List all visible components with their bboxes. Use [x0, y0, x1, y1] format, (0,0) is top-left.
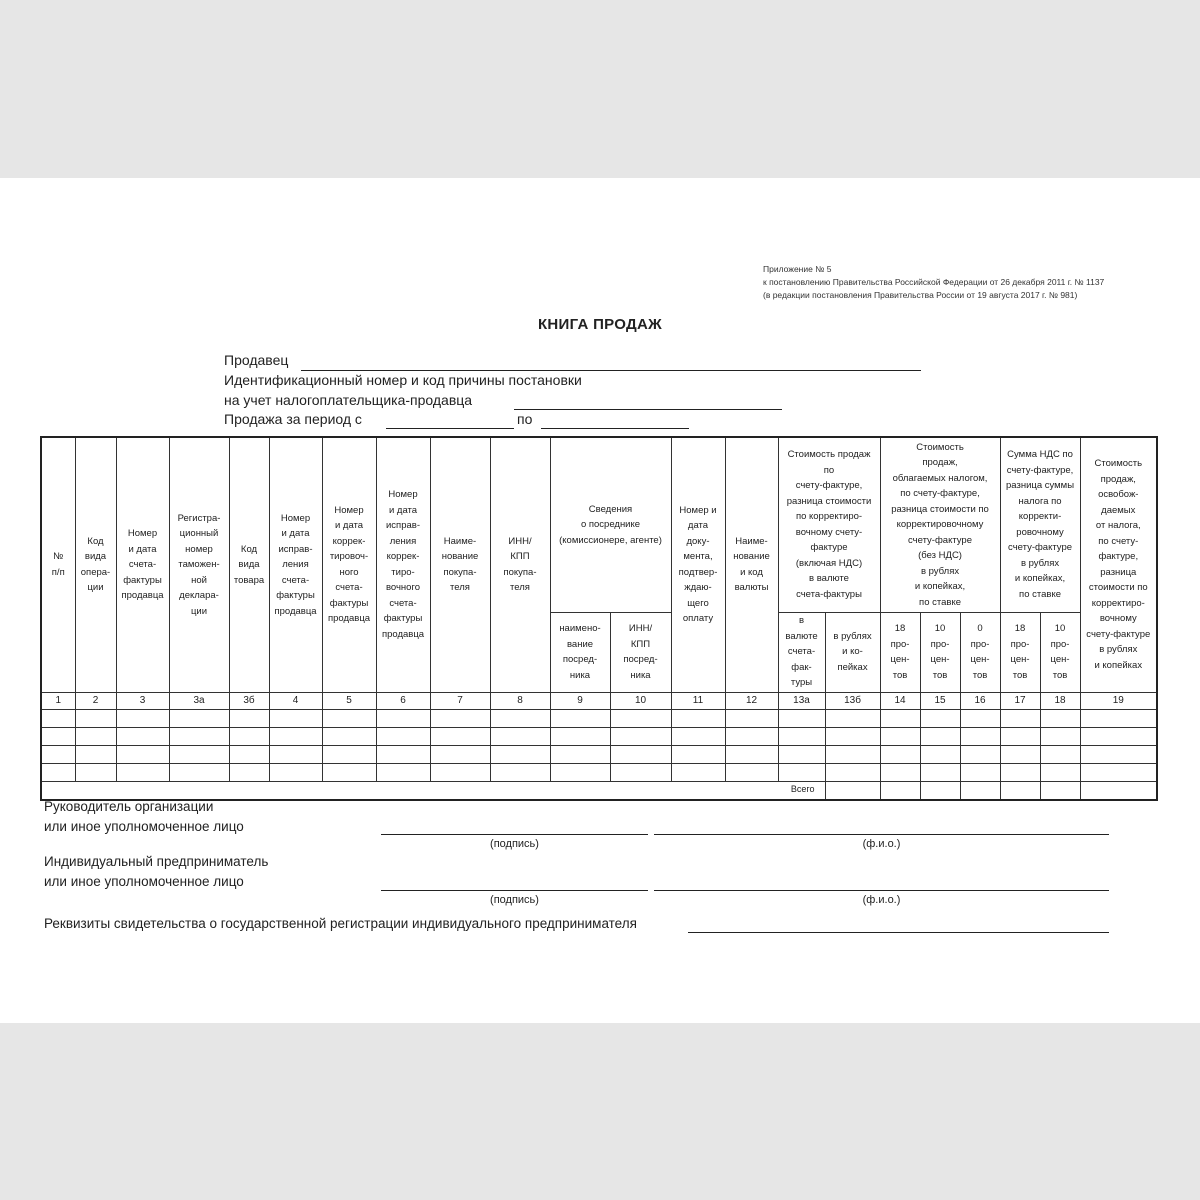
header-col-7: Наиме- нование покупа- теля — [430, 437, 490, 692]
table-cell[interactable] — [880, 763, 920, 781]
column-number: 10 — [610, 692, 671, 709]
header-group-17-18: Сумма НДС по счету-фактуре, разница суммы налога по корректи- ровочному счету-фактуре в рублях и копейках, по ставке — [1000, 437, 1080, 612]
total-cell[interactable] — [825, 781, 880, 800]
period-from-label: Продажа за период с — [224, 411, 362, 427]
table-cell[interactable] — [490, 727, 550, 745]
table-cell[interactable] — [920, 709, 960, 727]
table-cell[interactable] — [671, 763, 725, 781]
table-cell[interactable] — [920, 745, 960, 763]
ie-signature-line[interactable] — [381, 890, 648, 891]
table-cell[interactable] — [229, 709, 269, 727]
table-cell[interactable] — [1000, 727, 1040, 745]
total-cell[interactable] — [1080, 781, 1157, 800]
head-name-caption: (ф.и.о.) — [862, 838, 901, 850]
header-col-8: ИНН/ КПП покупа- теля — [490, 437, 550, 692]
table-cell[interactable] — [1000, 709, 1040, 727]
table-cell[interactable] — [880, 727, 920, 745]
table-cell[interactable] — [269, 745, 322, 763]
table-cell[interactable] — [1040, 727, 1080, 745]
header-col-3a: Регистра- ционный номер таможен- ной деклара- ции — [169, 437, 229, 692]
header-group-13: Стоимость продаж по счету-фактуре, разница стоимости по корректиро- вочному счету- фактуре (включая НДС) в валюте счета-фактуры — [778, 437, 880, 612]
table-cell[interactable] — [1080, 763, 1157, 781]
inn-field-line[interactable] — [514, 409, 782, 410]
registration-cert-label: Реквизиты свидетельства о государственной регистрации индивидуального предпринимателя — [44, 916, 637, 931]
inn-label-line2: на учет налогоплательщика-продавца — [224, 392, 473, 408]
column-number: 2 — [75, 692, 116, 709]
page-title: КНИГА ПРОДАЖ — [537, 316, 663, 333]
header-group-14-16: Стоимость продаж, облагаемых налогом, по счету-фактуре, разница стоимости по корректировочному счету-фактуре (без НДС) в рублях и копейках, по ставке — [880, 437, 1000, 612]
form-sheet — [0, 178, 1200, 1023]
table-cell[interactable] — [1040, 745, 1080, 763]
sales-book-table — [40, 436, 1158, 801]
table-cell[interactable] — [75, 727, 116, 745]
table-cell[interactable] — [490, 763, 550, 781]
column-number: 17 — [1000, 692, 1040, 709]
table-cell[interactable] — [920, 727, 960, 745]
column-number-row — [41, 692, 1157, 709]
table-cell[interactable] — [880, 709, 920, 727]
period-from-field-line[interactable] — [386, 428, 514, 429]
column-number: 8 — [490, 692, 550, 709]
head-sign-caption: (подпись) — [490, 838, 539, 850]
table-cell[interactable] — [960, 727, 1000, 745]
column-number: 18 — [1040, 692, 1080, 709]
table-cell[interactable] — [960, 763, 1000, 781]
column-number: 12 — [725, 692, 778, 709]
header-col-11: Номер и дата доку- мента, подтвер- ждаю- щего оплату — [671, 437, 725, 692]
table-cell[interactable] — [725, 727, 778, 745]
table-cell[interactable] — [778, 727, 825, 745]
column-number: 4 — [269, 692, 322, 709]
header-col-3b: Код вида товара — [229, 437, 269, 692]
column-number: 6 — [376, 692, 430, 709]
table-cell[interactable] — [550, 709, 610, 727]
table-cell[interactable] — [169, 763, 229, 781]
table-cell[interactable] — [322, 727, 376, 745]
head-name-line[interactable] — [654, 834, 1109, 835]
table-cell[interactable] — [725, 709, 778, 727]
column-number: 3а — [169, 692, 229, 709]
header-col-6: Номер и дата испрaв- ления коррек- тиро- вочного счета- фактуры продавца — [376, 437, 430, 692]
table-cell[interactable] — [322, 709, 376, 727]
table-cell[interactable] — [1000, 745, 1040, 763]
total-cell[interactable] — [1040, 781, 1080, 800]
table-cell[interactable] — [41, 709, 75, 727]
total-cell[interactable] — [880, 781, 920, 800]
table-cell[interactable] — [825, 763, 880, 781]
table-cell[interactable] — [778, 763, 825, 781]
table-cell[interactable] — [825, 745, 880, 763]
appendix-line-1: Приложение № 5 — [763, 264, 832, 274]
period-to-label: по — [517, 411, 533, 427]
column-number: 9 — [550, 692, 610, 709]
table-cell[interactable] — [116, 763, 169, 781]
seller-label: Продавец — [224, 352, 289, 368]
table-cell[interactable] — [229, 763, 269, 781]
table-cell[interactable] — [75, 709, 116, 727]
table-cell[interactable] — [430, 745, 490, 763]
table-cell[interactable] — [75, 745, 116, 763]
table-cell[interactable] — [41, 763, 75, 781]
table-row[interactable] — [41, 727, 1157, 745]
column-number: 15 — [920, 692, 960, 709]
table-cell[interactable] — [322, 763, 376, 781]
table-cell[interactable] — [376, 727, 430, 745]
table-row[interactable] — [41, 763, 1157, 781]
table-cell[interactable] — [490, 745, 550, 763]
table-cell[interactable] — [880, 745, 920, 763]
total-cell[interactable] — [960, 781, 1000, 800]
table-cell[interactable] — [430, 727, 490, 745]
table-cell[interactable] — [376, 745, 430, 763]
total-cell[interactable] — [920, 781, 960, 800]
table-cell[interactable] — [610, 763, 671, 781]
table-cell[interactable] — [550, 727, 610, 745]
table-cell[interactable] — [725, 763, 778, 781]
column-number: 13б — [825, 692, 880, 709]
inn-label-line1: Идентификационный номер и код причины постановки — [224, 372, 582, 388]
table-cell[interactable] — [116, 727, 169, 745]
column-number: 16 — [960, 692, 1000, 709]
table-cell[interactable] — [610, 727, 671, 745]
header-col-13a: в валюте счета- фак- туры — [778, 612, 825, 692]
header-col-17: 18 про- цен- тов — [1000, 612, 1040, 692]
column-number: 5 — [322, 692, 376, 709]
table-cell[interactable] — [75, 763, 116, 781]
registration-cert-line[interactable] — [688, 932, 1109, 933]
header-col-18: 10 про- цен- тов — [1040, 612, 1080, 692]
ie-signatory-label: Индивидуальный предприниматель или иное уполномоченное лицо — [44, 854, 269, 889]
table-cell[interactable] — [169, 727, 229, 745]
table-cell[interactable] — [610, 745, 671, 763]
appendix-note — [763, 263, 1104, 302]
header-col-16: 0 про- цен- тов — [960, 612, 1000, 692]
table-cell[interactable] — [269, 727, 322, 745]
table-cell[interactable] — [671, 727, 725, 745]
table-cell[interactable] — [610, 709, 671, 727]
table-cell[interactable] — [920, 763, 960, 781]
header-group-intermediary: Сведения о посреднике (комиссионере, агенте) — [550, 437, 671, 612]
table-cell[interactable] — [1080, 745, 1157, 763]
table-cell[interactable] — [550, 763, 610, 781]
table-cell[interactable] — [116, 745, 169, 763]
table-cell[interactable] — [825, 709, 880, 727]
table-cell[interactable] — [778, 709, 825, 727]
table-cell[interactable] — [1040, 763, 1080, 781]
table-cell[interactable] — [1080, 709, 1157, 727]
ie-sign-caption: (подпись) — [490, 894, 539, 906]
column-number: 3 — [116, 692, 169, 709]
table-cell[interactable] — [41, 727, 75, 745]
seller-field-line[interactable] — [301, 370, 921, 371]
table-cell[interactable] — [41, 745, 75, 763]
header-col-2: Код вида опера- ции — [75, 437, 116, 692]
table-cell[interactable] — [671, 709, 725, 727]
header-col-12: Наиме- нование и код валюты — [725, 437, 778, 692]
column-number: 13а — [778, 692, 825, 709]
column-number: 19 — [1080, 692, 1157, 709]
period-to-field-line[interactable] — [541, 428, 689, 429]
table-cell[interactable] — [960, 745, 1000, 763]
table-cell[interactable] — [269, 763, 322, 781]
column-number: 14 — [880, 692, 920, 709]
header-col-9: наимено- вание посред- ника — [550, 612, 610, 692]
header-col-10: ИНН/ КПП посред- ника — [610, 612, 671, 692]
header-col-13b: в рублях и ко- пейках — [825, 612, 880, 692]
header-col-19: Стоимость продаж, освобож- даемых от налога, по счету- фактуре, разница стоимости по корректиро- вочному счету-фактуре в рублях и копейках — [1080, 437, 1157, 692]
head-signatory-label: Руководитель организации или иное уполномоченное лицо — [44, 799, 244, 834]
table-cell[interactable] — [430, 709, 490, 727]
head-signature-line[interactable] — [381, 834, 648, 835]
appendix-line-3: (в редакции постановления Правительства России от 19 августа 2017 г. № 981) — [763, 290, 1078, 300]
appendix-line-2: к постановлению Правительства Российской Федерации от 26 декабря 2011 г. № 1137 — [763, 277, 1105, 287]
table-cell[interactable] — [1040, 709, 1080, 727]
table-cell[interactable] — [1080, 727, 1157, 745]
column-number: 3б — [229, 692, 269, 709]
table-row[interactable] — [41, 709, 1157, 727]
ie-name-line[interactable] — [654, 890, 1109, 891]
header-col-15: 10 про- цен- тов — [920, 612, 960, 692]
table-cell[interactable] — [229, 727, 269, 745]
table-cell[interactable] — [169, 709, 229, 727]
table-cell[interactable] — [229, 745, 269, 763]
table-cell[interactable] — [116, 709, 169, 727]
total-label: Всего — [41, 781, 825, 800]
header-col-1: № п/п — [41, 437, 75, 692]
total-cell[interactable] — [1000, 781, 1040, 800]
table-cell[interactable] — [778, 745, 825, 763]
header-col-4: Номер и дата испрaв- ления счета- фактуры продавца — [269, 437, 322, 692]
table-cell[interactable] — [725, 745, 778, 763]
table-cell[interactable] — [376, 709, 430, 727]
table-cell[interactable] — [430, 763, 490, 781]
table-cell[interactable] — [550, 745, 610, 763]
header-col-14: 18 про- цен- тов — [880, 612, 920, 692]
table-cell[interactable] — [1000, 763, 1040, 781]
header-col-5: Номер и дата коррек- тировоч- ного счета- фактуры продавца — [322, 437, 376, 692]
table-cell[interactable] — [825, 727, 880, 745]
column-number: 7 — [430, 692, 490, 709]
table-cell[interactable] — [322, 745, 376, 763]
ie-name-caption: (ф.и.о.) — [862, 894, 901, 906]
table-cell[interactable] — [671, 745, 725, 763]
table-row[interactable] — [41, 745, 1157, 763]
table-cell[interactable] — [169, 745, 229, 763]
table-cell[interactable] — [960, 709, 1000, 727]
column-number: 1 — [41, 692, 75, 709]
header-col-3: Номер и дата счета- фактуры продавца — [116, 437, 169, 692]
table-cell[interactable] — [269, 709, 322, 727]
table-cell[interactable] — [376, 763, 430, 781]
column-number: 11 — [671, 692, 725, 709]
table-cell[interactable] — [490, 709, 550, 727]
